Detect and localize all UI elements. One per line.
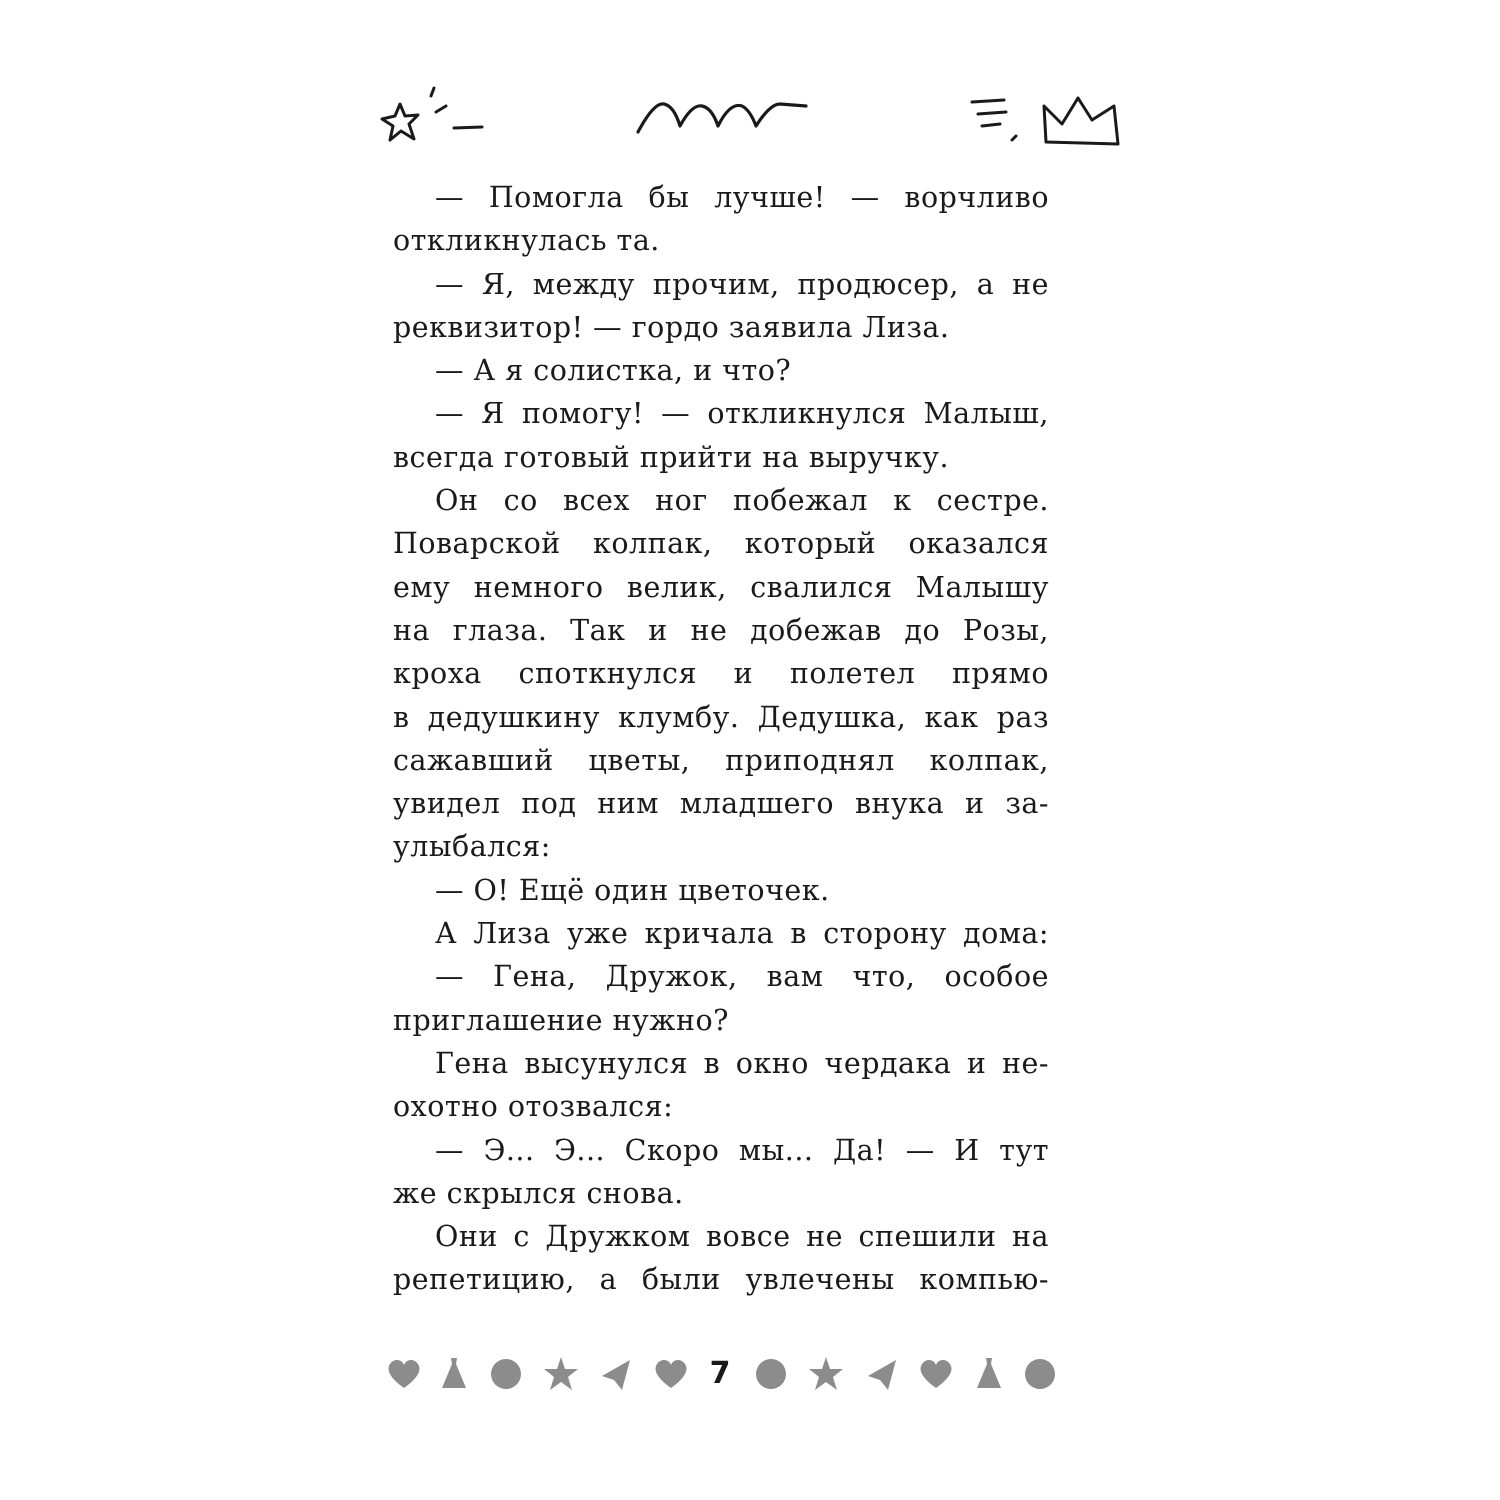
text-line: ему немного велик, свалился Малышу xyxy=(393,570,1049,604)
star-doodle-icon xyxy=(378,82,488,150)
text-line: — Э... Э... Скоро мы... Да! — И тут xyxy=(435,1133,1049,1167)
zigzag-doodle-icon xyxy=(634,96,810,138)
text-line: всегда готовый прийти на выручку. xyxy=(393,440,950,474)
text-line: Гена высунулся в окно чердака и не- xyxy=(435,1046,1049,1080)
circle-icon xyxy=(491,1359,521,1389)
paper-plane-icon xyxy=(868,1360,896,1390)
text-line: Поварской колпак, который оказался xyxy=(393,527,1049,561)
page-text xyxy=(393,176,1049,1302)
text-line: — А я солистка, и что? xyxy=(435,354,792,388)
text-line: А Лиза уже кричала в сторону дома: xyxy=(435,917,1049,951)
page-number: 7 xyxy=(709,1356,731,1391)
text-line: откликнулась та. xyxy=(393,224,660,258)
text-line: сажавший цветы, приподнял колпак, xyxy=(393,743,1049,777)
text-line: улыбался: xyxy=(393,830,551,864)
heart-icon xyxy=(389,1360,420,1388)
star-icon xyxy=(809,1357,843,1390)
text-line: на глаза. Так и не добежав до Розы, xyxy=(393,613,1049,647)
text-line: — Я помогу! — откликнулся Малыш, xyxy=(435,397,1049,431)
text-line: — Помогла бы лучше! — ворчливо xyxy=(435,181,1049,214)
text-line: — Я, между прочим, продюсер, а не xyxy=(435,267,1049,301)
text-line: увидел под ним младшего внука и за- xyxy=(393,787,1049,821)
circle-icon xyxy=(756,1359,786,1389)
text-line: — О! Ещё один цветочек. xyxy=(435,873,830,907)
cone-icon xyxy=(442,1358,466,1388)
heart-icon xyxy=(921,1360,952,1388)
text-line: — Гена, Дружок, вам что, особое xyxy=(435,960,1049,994)
text-line: реквизитор! — гордо заявила Лиза. xyxy=(393,310,950,344)
cone-icon xyxy=(977,1358,1001,1388)
text-line: в дедушкину клумбу. Дедушка, как раз xyxy=(393,700,1049,734)
text-line: кроха споткнулся и полетел прямо xyxy=(393,657,1049,691)
paper-plane-icon xyxy=(602,1360,630,1390)
text-line: же скрылся снова. xyxy=(393,1176,684,1210)
text-line: Они с Дружком вовсе не спешили на xyxy=(435,1220,1049,1254)
star-icon xyxy=(544,1357,578,1390)
text-line: приглашение нужно? xyxy=(393,1003,729,1037)
crown-doodle-icon xyxy=(964,94,1124,150)
text-line: Он со всех ног побежал к сестре. xyxy=(435,484,1049,518)
text-line: охотно отозвался: xyxy=(393,1090,674,1124)
circle-icon xyxy=(1025,1359,1055,1389)
text-line: репетицию, а были увлечены компью- xyxy=(393,1263,1049,1297)
heart-icon xyxy=(656,1360,687,1388)
